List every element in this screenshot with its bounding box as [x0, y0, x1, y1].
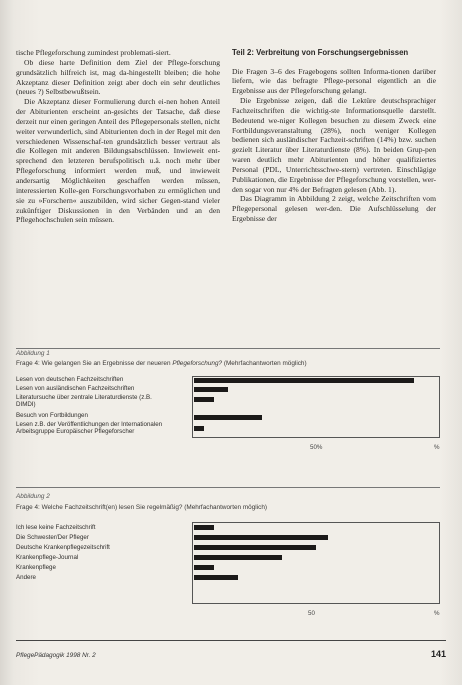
category-label: Andere: [16, 574, 36, 581]
paragraph: Das Diagramm in Abbildung 2 zeigt, welche Zeitschriften vom Pflegepersonal gelesen wer-den. Die Aufschlüsselung der Ergebnisse der: [232, 194, 436, 224]
category-label: Ich lese keine Fachzeitschrift: [16, 524, 96, 531]
category-label: Krankenpflege-Journal: [16, 554, 79, 561]
paragraph: Ob diese harte Definition dem Ziel der Pflege-forschung grundsätzlich hilfreich ist, mag da-hingestellt bleiben; die hohe Akzeptanz dieser Definition zeigt aber doch ein sehr deutliches (neues ?) Selbstbewußtsein.: [16, 57, 220, 97]
page-footer: [16, 640, 446, 659]
paragraph: tische Pflegeforschung zumindest problemati-siert.: [16, 48, 171, 57]
category-label: Besuch von Fortbildungen: [16, 412, 88, 419]
bar: [194, 565, 214, 570]
bar-chart-1: [192, 376, 440, 438]
category-label: Die Schwester/Der Pfleger: [16, 534, 89, 541]
axis-unit-label: %: [434, 444, 440, 451]
bar: [194, 535, 328, 540]
divider: [16, 348, 440, 349]
bar-chart-2: [192, 522, 440, 604]
divider: [16, 487, 440, 488]
category-label: Krankenpflege: [16, 564, 56, 571]
text-column-right: [232, 48, 436, 348]
bar: [194, 387, 228, 392]
category-label: Lesen z.B. der Veröffentlichungen der Internationalen Arbeitsgruppe Europäischer Pflegeforscher: [16, 421, 163, 436]
paragraph: Die Ergebnisse zeigen, daß die Lektüre deutschsprachiger Fachzeitschriften die wichtig-ste Informationsquelle darstellt. Bedeutend we-niger Kollegen besuchen zu diesem Zweck eine Fortbildungsveranstaltung (28%), noch weniger Kollegen bedienen sich ausländischer Fachzeit-schriften (14%) bzw. suchen gezielt Literatur über Literaturdienste (8%). In beiden Grup-pen waren deutlich mehr Abiturienten und höher qualifiziertes Personal (PDL, Unterrichtsschwe-stern) vertreten. Einschlägige Publikationen, die Ergebnisse der Pflegeforschung vorstellen, wer-den sogar von nur 4% der Befragten gelesen (Abb. 1).: [232, 96, 436, 194]
bar: [194, 545, 316, 550]
axis-tick-label: 50%: [310, 444, 323, 451]
chart-frame: [192, 376, 440, 438]
section-heading: Teil 2: Verbreitung von Forschungsergebnissen: [232, 48, 409, 57]
page-number: 141: [430, 649, 446, 659]
category-label: Lesen von ausländischen Fachzeitschriften: [16, 385, 135, 392]
bar: [194, 426, 204, 431]
text-column-left: [16, 48, 220, 348]
category-label: Deutsche Krankenpflegezeitschrift: [16, 544, 110, 551]
figure-label: Abbildung 1: [16, 350, 50, 357]
figure-label: Abbildung 2: [16, 493, 50, 500]
axis-unit-label: %: [434, 610, 440, 617]
bar: [194, 378, 414, 383]
paragraph: Die Fragen 3–6 des Fragebogens sollten Informa-tionen darüber liefern, wie das befragte Pflege-personal eigentlich an die Ergebnisse aus der Pflegeforschung gelangt.: [232, 66, 436, 96]
journal-reference: PflegePädagogik 1998 Nr. 2: [16, 652, 96, 659]
figure-2: [16, 487, 440, 627]
figure-1: [16, 348, 440, 466]
figure-caption: Frage 4: Wie gelangen Sie an Ergebnisse der neueren Pflegeforschung? (Mehrfachantworten möglich): [16, 360, 307, 367]
category-label: Literatursuche über zentrale Literaturdienste (z.B. DIMDI): [16, 394, 152, 409]
bar: [194, 415, 262, 420]
paragraph: Die Akzeptanz dieser Formulierung durch ei-nen hohen Anteil der Abiturienten erscheint an-gesichts der Tatsache, daß diese derzeit nur einen geringen Anteil des Pflegepersonals stellen, nicht weiter verwunderlich, sind Abiturienten doch in der Regel mit den verschiedenen Wissenschaf-ten grundsätzlich besser vertraut als die Kollegen mit anderen Bildungsabschlüssen. Inwieweit ent-sprechend den letzteren berufspolitisch u.ä. noch mehr über Pflegeforschung informiert werden muß, und inwieweit andersartig Möglichkeiten geschaffen werden müssen, interessierten Kolle-gen Forschungsvorhaben zu ermöglichen und sie zu »Forschern« auszubilden, wird sicher Gegen-stand vieler zukünftiger Diskussionen in den Verbänden und an den Pflegehochschulen sein müssen.: [16, 97, 220, 225]
bar: [194, 525, 214, 530]
category-label: Lesen von deutschen Fachzeitschriften: [16, 376, 124, 383]
figure-caption: Frage 4: Welche Fachzeitschrift(en) lesen Sie regelmäßig? (Mehrfachantworten möglich): [16, 504, 267, 511]
bar: [194, 555, 282, 560]
bar: [194, 397, 214, 402]
bar: [194, 575, 238, 580]
axis-tick-label: 50: [308, 610, 315, 617]
